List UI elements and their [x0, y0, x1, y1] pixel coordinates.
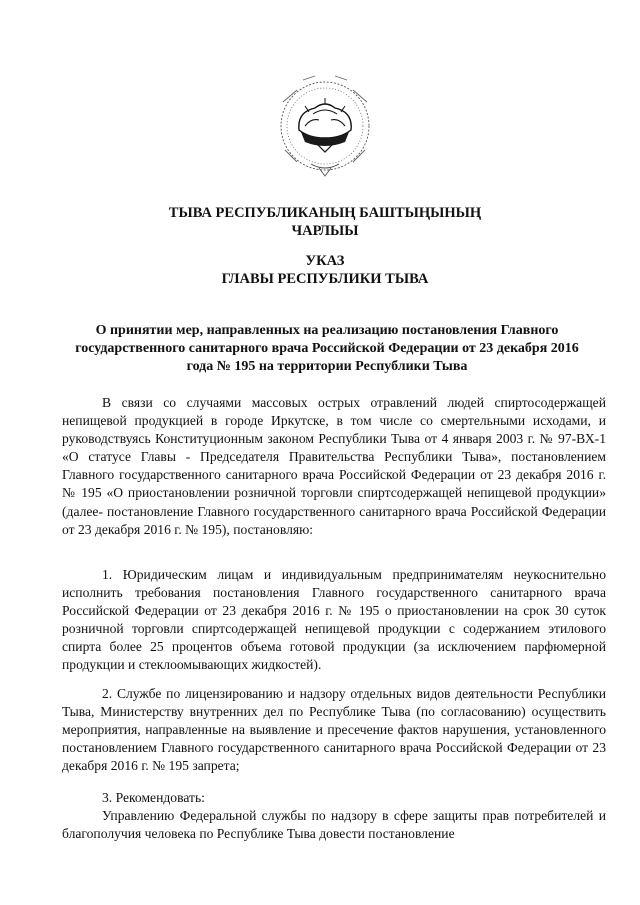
item-3a-text: Управлению Федеральной службы по надзору в сфере защиты прав потребителей и благополучия человека по Республике Тыва довести постановление — [62, 808, 606, 842]
preamble-text: В связи со случаями массовых острых отравлений людей спиртосодержащей непищевой продукцией в городе Иркутске, в том числе со смертельными исходами, и руководствуясь Конституционным законом Республики Тыва от 4 января 2003 г. № 97-ВХ-1 «О статусе Главы - Председателя Правительства Республики Тыва», постановлением Главного государственного санитарного врача Российской Федерации от 23 декабря 2016 г. № 195 «О приостановлении розничной торговли спиртсодержащей непищевой продукции» (далее- постановление Главного государственного санитарного врача Российской Федерации от 23 декабря 2016 г. № 195), постановляю: — [62, 395, 606, 537]
preamble-paragraph — [62, 394, 606, 539]
decree-heading — [60, 252, 590, 288]
item-1-paragraph — [62, 566, 606, 675]
item-1-text: 1. Юридическим лицам и индивидуальным предпринимателям неукоснительно исполнить требования постановления Главного государственного санитарного врача Российской Федерации от 23 декабря 2016 г. № 195 о приостановлении на срок 30 суток розничной торговли спиртсодержащей непищевой продукции с содержанием этилового спирта более 25 процентов объема готовой продукции (за исключением парфюмерной продукции и стеклоомывающих жидкостей). — [62, 567, 606, 673]
republic-heading — [60, 204, 590, 240]
item-3a-paragraph — [62, 807, 606, 843]
republic-heading-line2: ЧАРЛЫЫ — [291, 223, 359, 239]
item-2-text: 2. Службе по лицензированию и надзору отдельных видов деятельности Республики Тыва, Министерству внутренних дел по Республике Тыва (по согласованию) осуществить мероприятия, направленные на выявление и пресечение фактов нарушения, установленного постановлением Главного государственного санитарного врача Российской Федерации от 23 декабря 2016 г. № 195 запрета; — [62, 686, 606, 774]
decree-heading-line1: УКАЗ — [305, 253, 345, 269]
item-2-paragraph — [62, 685, 606, 775]
decree-heading-line2: ГЛАВЫ РЕСПУБЛИКИ ТЫВА — [221, 271, 429, 287]
item-3-paragraph — [62, 789, 606, 807]
item-3-text: 3. Рекомендовать: — [102, 790, 205, 805]
republic-heading-line1: ТЫВА РЕСПУБЛИКАНЫҢ БАШТЫҢЫНЫҢ — [168, 205, 482, 221]
document-title: О принятии мер, направленных на реализацию постановления Главного государственного санитарного врача Российской Федерации от 23 декабря 2016 года № 195 на территории Республики Тыва — [75, 323, 579, 374]
emblem-of-tuva-icon — [275, 68, 375, 188]
